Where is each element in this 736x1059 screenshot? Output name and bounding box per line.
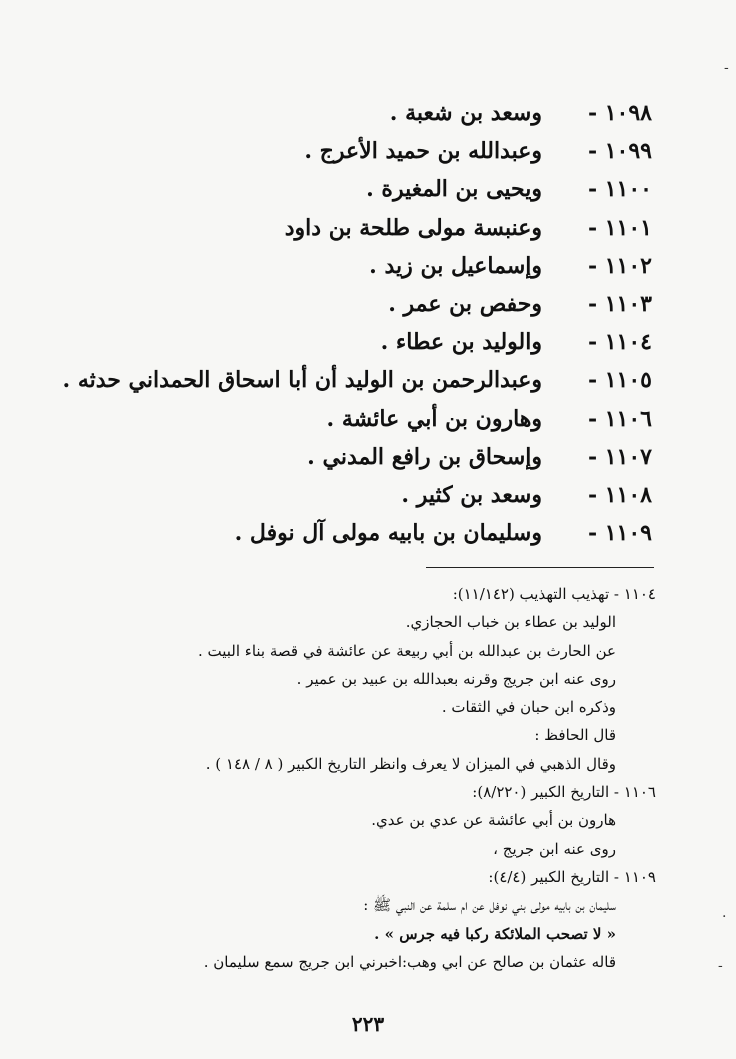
entry-number: ١١٠١ - [587,214,652,241]
list-item [92,100,652,138]
entry-text: وهارون بن أبي عائشة . [326,405,542,432]
list-item [92,406,652,444]
entry-number: ١٠٩٩ - [587,138,652,165]
margin-mark: . [722,905,727,921]
list-item [92,329,652,367]
entry-text: وحفص بن عمر . [388,290,542,317]
entry-number: ١١٠٠ - [587,176,652,203]
entry-text: وعبدالرحمن بن الوليد أن أبا اسحاق الحمداني حدثه . [62,367,542,394]
entry-text: وإسحاق بن رافع المدني . [307,443,542,470]
entry-number: ١١٠٤ - [587,329,652,356]
entry-text: وسليمان بن بابيه مولى آل نوفل . [234,520,542,547]
entry-text: وإسماعيل بن زيد . [369,252,542,279]
entry-number: ١١٠٦ - [587,405,652,432]
footnote-heading: ١١٠٦ - التاريخ الكبير (٨/٢٢٠): [472,783,656,802]
list-item [92,253,652,291]
margin-mark: - [724,60,729,76]
entry-text: وعنبسة مولى طلحة بن داود [284,214,542,241]
list-item [92,176,652,214]
margin-mark: - [718,958,723,974]
narrator-list [62,100,652,558]
entry-number: ١١٠٣ - [587,290,652,317]
entry-text: ويحيى بن المغيرة . [366,176,542,203]
entry-number: ١٠٩٨ - [587,100,652,126]
entry-text: وعبدالله بن حميد الأعرج . [304,138,542,165]
list-item [92,482,652,520]
list-item [62,367,652,405]
entry-number: ١١٠٧ - [587,443,652,470]
footnote-line: وذكره ابن حبان في الثقات . [441,698,616,717]
entry-number: ١١٠٥ - [587,367,652,394]
entry-text: والوليد بن عطاء . [380,329,542,356]
list-item [92,138,652,176]
footnote-heading: ١١٠٤ - تهذيب التهذيب (١١/١٤٢): [452,585,656,603]
footnote-line: عن الحارث بن عبدالله بن أبي ربيعة عن عائشة في قصة بناء البيت . [197,641,616,660]
entry-text: وسعد بن شعبة . [389,100,542,126]
entry-number: ١١٠٩ - [587,520,652,547]
list-item [92,444,652,482]
list-item [92,291,652,329]
footnote-line: هارون بن أبي عائشة عن عدي بن عدي. [371,811,616,830]
footnote-line: قاله عثمان بن صالح عن ابي وهب:اخبرني ابن جريج سمع سليمان . [203,952,616,971]
footnote-line: الوليد بن عطاء بن خباب الحجازي. [405,613,616,632]
page-number: ٢٢٣ [351,1012,385,1036]
footnote-line: سليمان بن بابيه مولى بني نوفل عن ام سلمة عن النبي ﷺ : [363,896,616,915]
entry-number: ١١٠٢ - [587,252,652,279]
footnote-separator [426,567,654,568]
list-item [92,520,652,558]
footnote-line: روى عنه ابن جريج ، [493,839,616,858]
footnotes [136,580,656,976]
entry-number: ١١٠٨ - [587,481,652,508]
footnote-line: روى عنه ابن جريج وقرنه بعبدالله بن عبيد بن عمير . [296,669,616,688]
list-item [92,215,652,253]
entry-text: وسعد بن كثير . [401,481,542,508]
footnote-line: قال الحافظ : [534,726,616,745]
footnote-line: وقال الذهبي في الميزان لا يعرف وانظر التاريخ الكبير ( ٨ / ١٤٨ ) . [205,754,616,773]
footnote-line: « لا تصحب الملائكة ركبا فيه جرس » . [374,924,616,943]
footnote-heading: ١١٠٩ - التاريخ الكبير (٤/٤): [488,867,656,886]
